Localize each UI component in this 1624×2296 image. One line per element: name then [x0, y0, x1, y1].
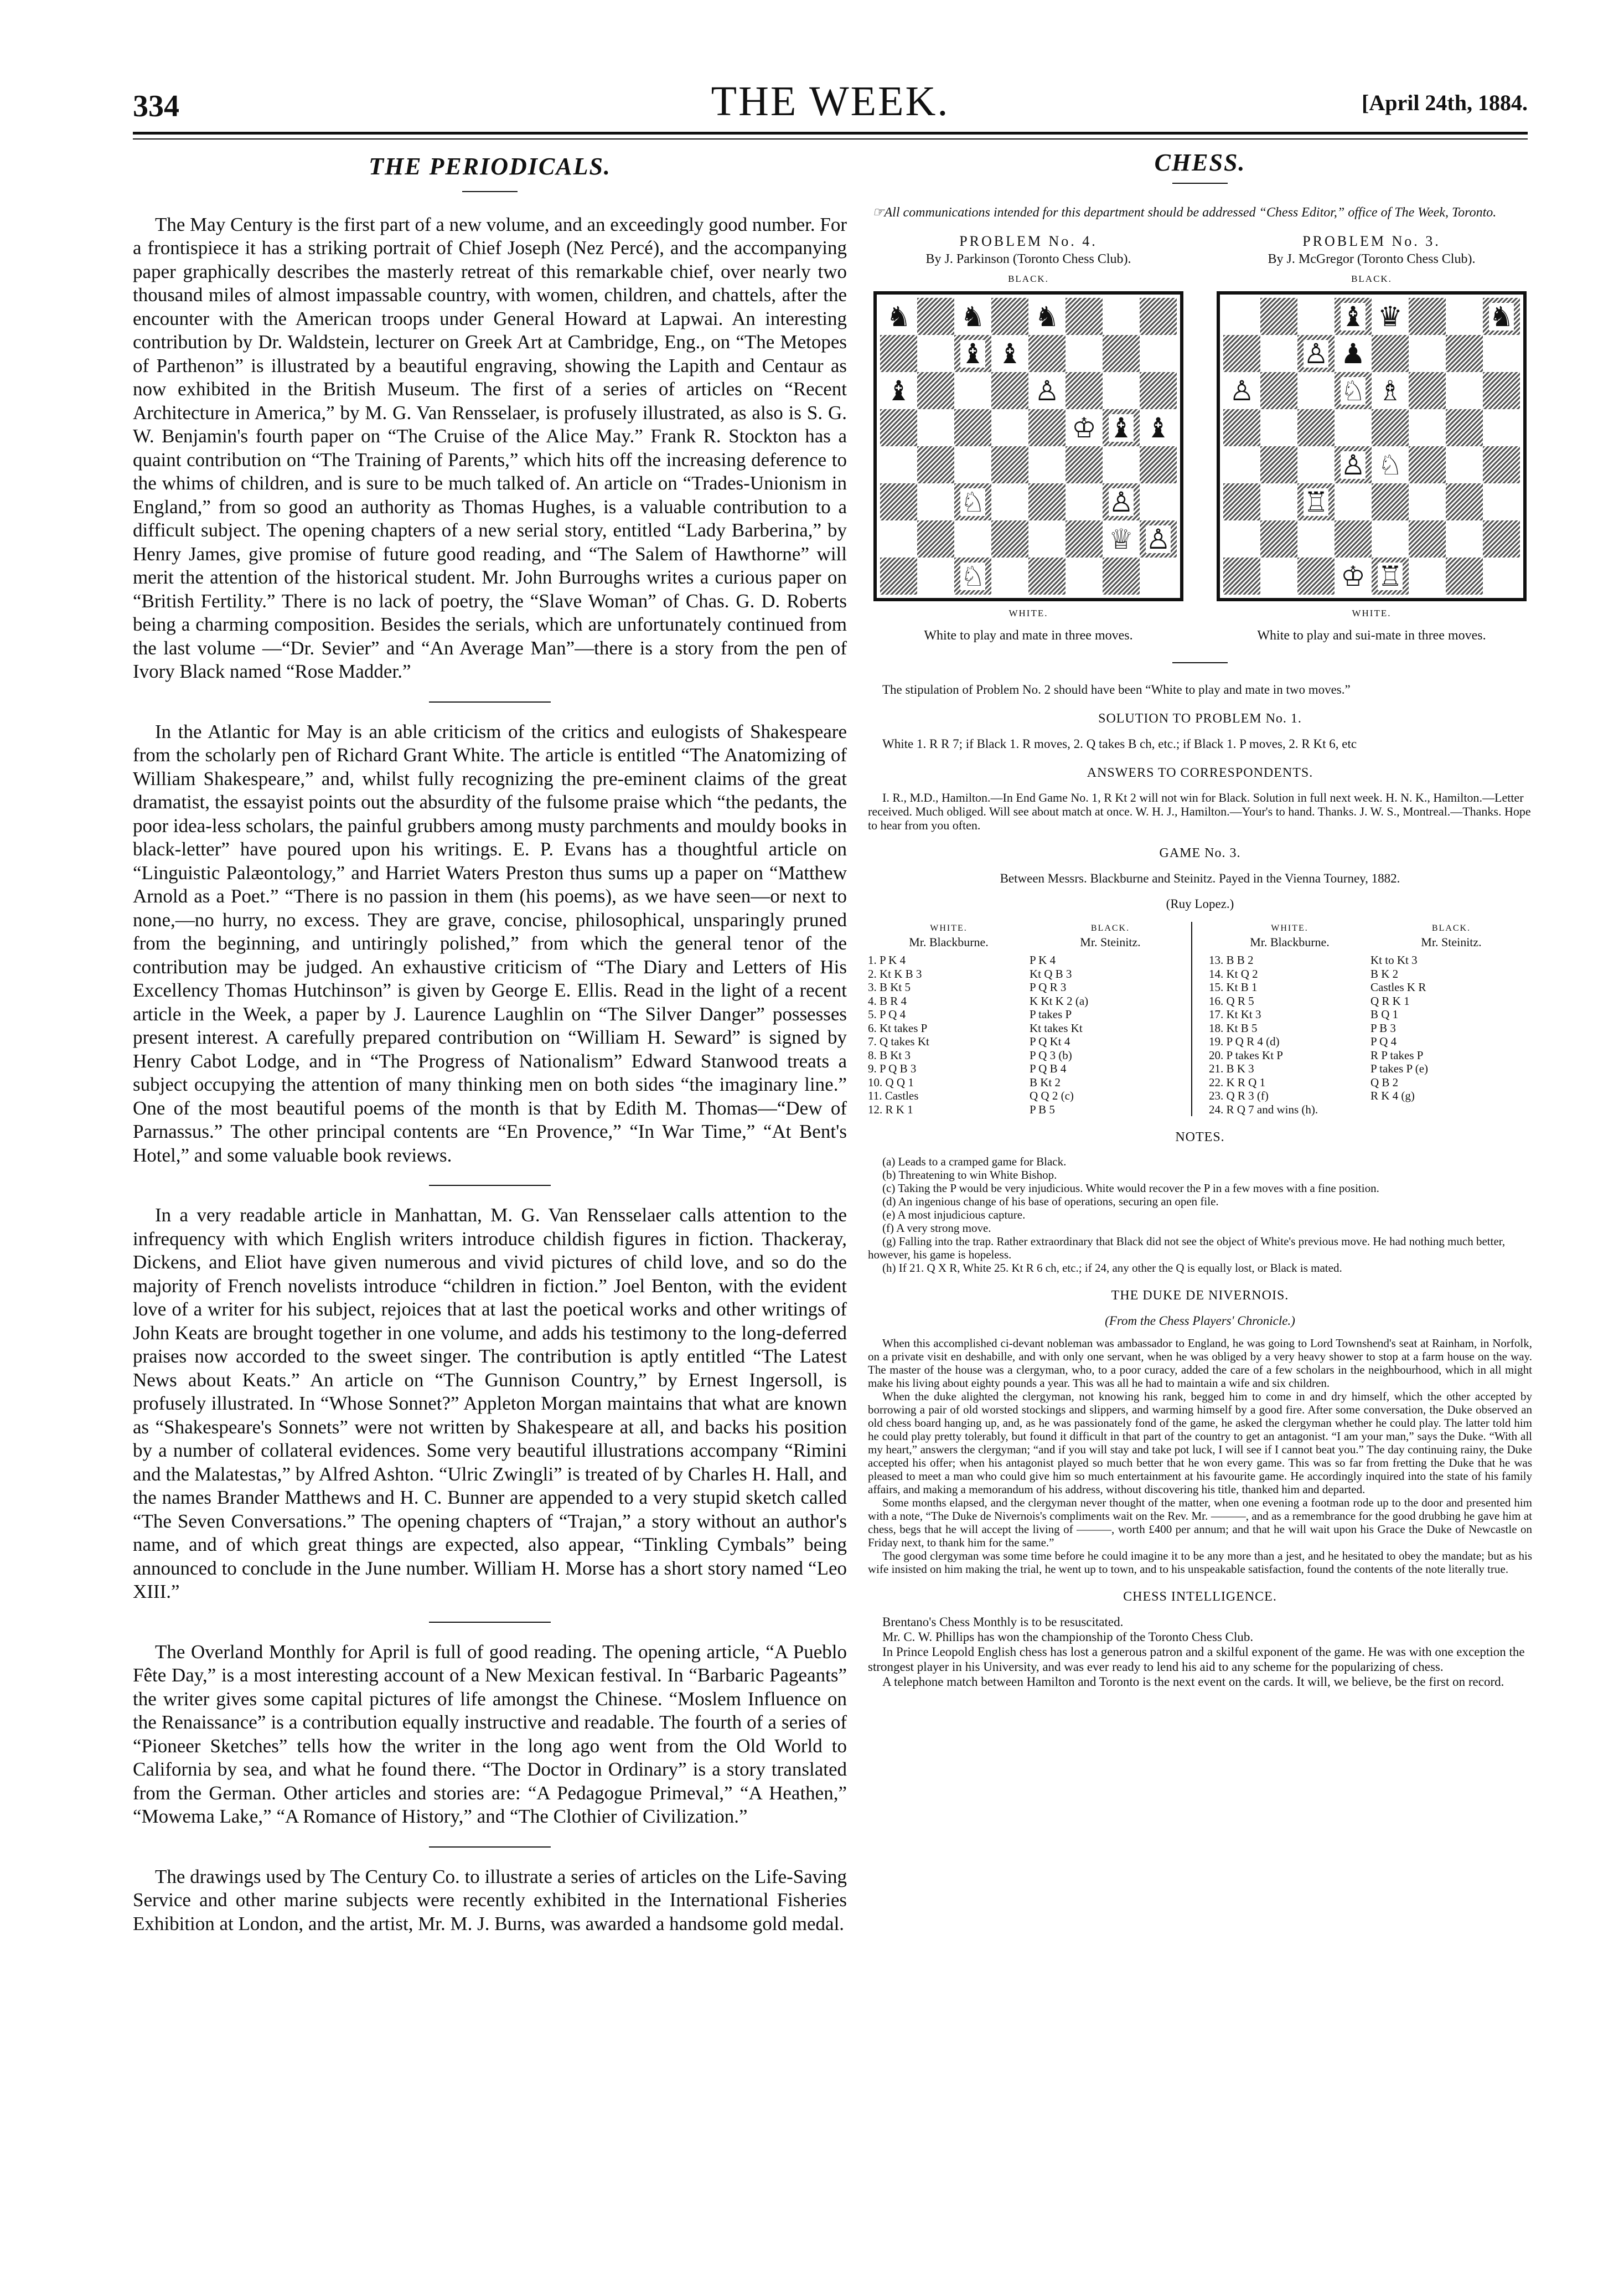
board-square: [1297, 483, 1335, 520]
chess-piece-icon: ♝: [997, 337, 1022, 370]
board-square: [1483, 483, 1520, 520]
board-square: [1260, 558, 1297, 595]
section-title: CHESS.: [1154, 149, 1246, 176]
chess-piece-icon: ♗: [1378, 374, 1403, 407]
board-square: [1066, 372, 1103, 409]
problem-caption: White to play and sui-mate in three moves.: [1257, 628, 1486, 643]
board-square: [1446, 372, 1483, 409]
board-square: [1028, 409, 1066, 446]
chess-piece-icon: ♝: [886, 374, 911, 407]
move: 13. B B 2: [1209, 953, 1254, 967]
move: P K 4: [1030, 953, 1056, 967]
board-square: [1335, 446, 1372, 483]
move: P Q Kt 4: [1030, 1035, 1070, 1048]
board-square: [917, 409, 954, 446]
move: 18. Kt B 5: [1209, 1021, 1258, 1035]
board-square: [1372, 558, 1409, 595]
move: 6. Kt takes P: [868, 1021, 928, 1035]
board-square: [1066, 558, 1103, 595]
board-square: [1260, 409, 1297, 446]
header-rule-thin: [133, 138, 1528, 140]
board-square: [1372, 520, 1409, 558]
move: 4. B R 4: [868, 994, 907, 1008]
board-square: [1028, 335, 1066, 372]
board-square: [954, 335, 991, 372]
chess-piece-icon: ♔: [1341, 560, 1366, 592]
chess-piece-icon: ♟: [1341, 337, 1366, 370]
board-square: [1483, 372, 1520, 409]
board-square: [1372, 446, 1409, 483]
board-square: [1335, 298, 1372, 335]
board-square: [1409, 558, 1446, 595]
board-square: [1223, 298, 1260, 335]
move: B Kt 2: [1030, 1075, 1061, 1089]
board-square: [880, 372, 917, 409]
board-square: [1140, 298, 1177, 335]
chess-board: [873, 291, 1183, 601]
board-square: [1483, 409, 1520, 446]
chess-piece-icon: ♙: [1341, 448, 1366, 481]
move: P B 3: [1370, 1021, 1396, 1035]
problem-author: By J. McGregor (Toronto Chess Club).: [1268, 252, 1476, 266]
board-square: [1372, 335, 1409, 372]
intel-item: Brentano's Chess Monthly is to be resuscitated.: [882, 1615, 1124, 1629]
board-square: [1335, 335, 1372, 372]
move: P Q B 4: [1030, 1062, 1067, 1075]
notes-list: [868, 1155, 1532, 1275]
move: 17. Kt Kt 3: [1209, 1008, 1261, 1021]
board-square: [1446, 335, 1483, 372]
board-square: [1446, 446, 1483, 483]
board-square: [1103, 446, 1140, 483]
article-century-co: The drawings used by The Century Co. to illustrate a series of articles on the Life-Saving Service and other marine subjects were recently exhibited in the International Fisheries Exhibition at London, and the artist, Mr. M. J. Burns, was awarded a handsome gold medal.: [133, 1865, 847, 1934]
move: 3. B Kt 5: [868, 981, 911, 994]
move: 7. Q takes Kt: [868, 1035, 929, 1048]
move: Q Q 2 (c): [1030, 1089, 1074, 1102]
chess-piece-icon: ♙: [1229, 374, 1254, 407]
board-square: [1483, 520, 1520, 558]
board-square: [880, 520, 917, 558]
problem-author: By J. Parkinson (Toronto Chess Club).: [925, 252, 1131, 266]
move: R K 4 (g): [1370, 1089, 1415, 1102]
chess-piece-icon: ♛: [1378, 300, 1403, 333]
note-item: (f) A very strong move.: [882, 1221, 991, 1235]
board-square: [1223, 372, 1260, 409]
board-square: [1409, 446, 1446, 483]
board-square: [880, 483, 917, 520]
move: Castles K R: [1370, 981, 1426, 994]
board-square: [1446, 409, 1483, 446]
move: 1. P K 4: [868, 953, 906, 967]
problem-caption: White to play and mate in three moves.: [924, 628, 1133, 643]
move: 11. Castles: [868, 1089, 919, 1102]
chess-intelligence: [868, 1614, 1532, 1689]
board-square: [917, 483, 954, 520]
player-name: Mr. Steinitz.: [1421, 935, 1482, 949]
chess-piece-icon: ♖: [1378, 560, 1403, 592]
move: 20. P takes Kt P: [1209, 1048, 1283, 1062]
page-header: [133, 78, 1528, 127]
board-square: [1446, 298, 1483, 335]
board-square: [917, 372, 954, 409]
board-square: [1223, 446, 1260, 483]
black-label: BLACK.: [1008, 274, 1049, 284]
header-rule: [133, 132, 1528, 135]
chess-piece-icon: ♞: [1489, 300, 1514, 333]
note-item: (c) Taking the P would be very injudicious. White would recover the P in a few moves with a fine position.: [882, 1181, 1379, 1195]
board-square: [954, 483, 991, 520]
player-name: Mr. Blackburne.: [1250, 935, 1330, 949]
chess-piece-icon: ♝: [1109, 411, 1134, 444]
board-square: [1260, 520, 1297, 558]
board-square: [1028, 372, 1066, 409]
board-square: [1409, 483, 1446, 520]
move: K Kt K 2 (a): [1030, 994, 1089, 1008]
divider: [429, 701, 551, 703]
problems: [868, 234, 1532, 643]
board-square: [1483, 558, 1520, 595]
board-square: [1297, 558, 1335, 595]
move-list: [1209, 953, 1370, 1116]
board-square: [1409, 372, 1446, 409]
board-square: [1260, 483, 1297, 520]
board-square: [1140, 483, 1177, 520]
board-square: [1372, 409, 1409, 446]
move: 23. Q R 3 (f): [1209, 1089, 1269, 1102]
board-square: [1066, 483, 1103, 520]
board-square: [917, 520, 954, 558]
board-square: [1260, 335, 1297, 372]
board-square: [880, 446, 917, 483]
board-square: [1103, 372, 1140, 409]
chess-piece-icon: ♝: [1341, 300, 1366, 333]
intel-item: In Prince Leopold English chess has lost a generous patron and a skilful exponent of the game. He was with one exception the strongest player in his University, and was ever ready to lend his aid to any scheme for the popularizing of chess.: [868, 1645, 1525, 1674]
board-square: [991, 520, 1028, 558]
section-title: THE PERIODICALS.: [369, 153, 611, 180]
chess-piece-icon: ♘: [1378, 448, 1403, 481]
board-square: [1140, 335, 1177, 372]
masthead: THE WEEK.: [711, 78, 950, 125]
duke-paragraph: Some months elapsed, and the clergyman never thought of the matter, when one evening a footman rode up to the door and presented him with a note, “The Duke de Nivernois's compliments wait on the Rev. Mr. ———, and as a remembrance for the good drubbing he gave him at chess, begs that he will accept the living of ———, worth £400 per annum; and that he will wait upon his Grace the Duke of Newcastle on Friday next, to thank him for the same.”: [868, 1496, 1532, 1549]
move: [1370, 1103, 1532, 1117]
periodicals-column: [133, 155, 847, 1936]
board-square: [1103, 335, 1140, 372]
move-list: [1370, 953, 1532, 1116]
board-square: [1297, 372, 1335, 409]
board-square: [1483, 298, 1520, 335]
board-square: [1335, 558, 1372, 595]
board-square: [1260, 372, 1297, 409]
divider: [1172, 183, 1228, 184]
board-square: [1223, 483, 1260, 520]
intel-item: A telephone match between Hamilton and Toronto is the next event on the cards. It will, we believe, be the first on record.: [882, 1675, 1504, 1689]
move: P B 5: [1030, 1102, 1055, 1116]
board-square: [991, 298, 1028, 335]
moves-col-black-1: [1030, 922, 1191, 1116]
chess-piece-icon: ♖: [1304, 486, 1328, 518]
move: 2. Kt K B 3: [868, 967, 922, 981]
board-square: [1028, 558, 1066, 595]
move: 16. Q R 5: [1209, 994, 1254, 1008]
board-square: [1028, 520, 1066, 558]
board-square: [1223, 520, 1260, 558]
board-square: [1297, 335, 1335, 372]
board-square: [1483, 446, 1520, 483]
board-square: [1140, 446, 1177, 483]
board-square: [1409, 409, 1446, 446]
move: 9. P Q B 3: [868, 1062, 917, 1075]
move: P Q 4: [1370, 1035, 1397, 1048]
move: Q B 2: [1370, 1075, 1399, 1089]
col-header: BLACK.: [1090, 923, 1130, 933]
game-opening: (Ruy Lopez.): [1166, 897, 1234, 911]
article-century: The May Century is the first part of a new volume, and an exceedingly good number. For a frontispiece it has a striking portrait of Chief Joseph (Nez Percé), and the accompanying paper graphically describes the masterly retreat of this remarkable chief, over nearly two thousand miles of almost impassable country, with women, children, and chattels, after the encounter with the American troops under General Howard at Lapwai. An interesting contribution by Dr. Waldstein, lecturer on Greek Art at Cambridge, Eng., on “The Metopes of Parthenon” is illustrated by a beautiful engraving, showing the Lapith and Centaur as now exhibited in the British Museum. The first of a series of articles on “Recent Architecture in America,” by M. G. Van Rensselaer, is profusely illustrated, as also is S. G. W. Benjamin's fourth paper on “The Cruise of the Alice May.” Frank R. Stockton has a quaint contribution on “The Training of Parents,” which hits off the increasing deference to the whims of children, and is sure to be much talked of. An article on “Trades-Unionism in England,” from so good an authority as Thomas Hughes, is a valuable contribution to a difficult subject. The opening chapters of a new serial story, entitled “Lady Barberina,” by Henry James, give promise of future good reading, and “The Salem of Hawthorne” will merit the attention of the historical student. Mr. John Burroughs writes a curious paper on “British Fertility.” There is no lack of poetry, the “Slave Woman” of Chas. G. D. Roberts being a charming composition. Besides the serials, which are unfortunately continued from the last volume —“Dr. Sevier” and “An Average Man”—there is a story from the pen of Ivory Black named “Rose Madder.”: [133, 213, 847, 682]
divider: [462, 191, 518, 192]
board-square: [1297, 409, 1335, 446]
board-square: [1297, 520, 1335, 558]
move: 22. K R Q 1: [1209, 1075, 1266, 1089]
move: R P takes P: [1370, 1048, 1424, 1062]
board-square: [1140, 558, 1177, 595]
board-square: [917, 558, 954, 595]
duke-heading: THE DUKE DE NIVERNOIS.: [1111, 1288, 1289, 1303]
board-square: [991, 483, 1028, 520]
board-square: [1066, 409, 1103, 446]
board-square: [1223, 335, 1260, 372]
divider: [429, 1185, 551, 1186]
chess-piece-icon: ♞: [960, 300, 985, 333]
board-square: [1066, 446, 1103, 483]
solution-text: White 1. R R 7; if Black 1. R moves, 2. Q takes B ch, etc.; if Black 1. P moves, 2. R Kt 6, etc: [882, 737, 1357, 751]
move: Q R K 1: [1370, 994, 1410, 1008]
game-between: Between Messrs. Blackburne and Steinitz. Payed in the Vienna Tourney, 1882.: [1000, 871, 1400, 885]
board-square: [917, 298, 954, 335]
move: 19. P Q R 4 (d): [1209, 1035, 1280, 1048]
board-square: [1066, 520, 1103, 558]
board-square: [1223, 558, 1260, 595]
board-square: [917, 335, 954, 372]
editor-notice: ☞All communications intended for this department should be addressed “Chess Editor,” office of The Week, Toronto.: [872, 205, 1497, 220]
board-square: [1409, 298, 1446, 335]
stipulation-note: The stipulation of Problem No. 2 should have been “White to play and mate in two moves.”: [882, 683, 1351, 696]
board-square: [991, 409, 1028, 446]
board-square: [1372, 372, 1409, 409]
note-item: (a) Leads to a cramped game for Black.: [882, 1155, 1067, 1168]
col-header: BLACK.: [1431, 923, 1471, 933]
chess-piece-icon: ♙: [1304, 337, 1328, 370]
game-moves-table: [868, 922, 1532, 1116]
move: P Q R 3: [1030, 981, 1067, 994]
note-item: (b) Threatening to win White Bishop.: [882, 1168, 1057, 1181]
board-square: [1335, 483, 1372, 520]
move: Kt takes Kt: [1030, 1021, 1083, 1035]
chess-piece-icon: ♞: [1035, 300, 1059, 333]
move-list: [868, 953, 1030, 1116]
board-square: [954, 298, 991, 335]
board-square: [1335, 372, 1372, 409]
problem-title: PROBLEM No. 3.: [1302, 233, 1441, 249]
board-square: [1140, 520, 1177, 558]
move: 15. Kt B 1: [1209, 981, 1258, 994]
board-square: [1335, 409, 1372, 446]
board-square: [1028, 483, 1066, 520]
move: 12. R K 1: [868, 1102, 913, 1116]
board-square: [1028, 446, 1066, 483]
article-overland: The Overland Monthly for April is full of good reading. The opening article, “A Pueblo Fête Day,” is a most interesting account of a New Mexican festival. In “Barbaric Pageants” the writer gives some capital pictures of life amongst the Chinese. “Moslem Influence on the Renaissance” is a contribution equally instructive and readable. The fourth of a series of “Pioneer Sketches” tells how the writer in the long ago went from the Old World to California by sea, and what he found there. “The Doctor in Ordinary” is a story translated from the German. Other articles and stories are: “A Pedagogue Primeval,” “A Heathen,” “Mowema Lake,” “A Romance of History,” and “The Clothier of Civilization.”: [133, 1640, 847, 1827]
board-square: [1297, 298, 1335, 335]
article-manhattan: In a very readable article in Manhattan, M. G. Van Rensselaer calls attention to the infrequency with which English writers introduce childish figures in fiction. Thackeray, Dickens, and Eliot have given numerous and vivid pictures of child love, and so do the majority of French novelists introduce “children in fiction.” Joel Benton, with the evident love of a writer for his subject, rejoices that at last the poetical works and other writings of John Keats are brought together in one volume, and adds his testimony to the long-deferred praises now accorded to the sweet singer. The contribution is aptly entitled “The Latest News about Keats.” An article on “The Gunnison Country,” by Ernest Ingersoll, is profusely illustrated. In “Whose Sonnet?” Appleton Morgan maintains that what are known as “Shakespeare's Sonnets” were not written by Shakespeare at all, and backs his position by a number of collateral evidences. Some very beautiful illustrations accompany “Rimini and the Malatestas,” by Alfred Ashton. “Ulric Zwingli” is treated of by Charles H. Hall, and the names Brander Matthews and H. C. Bunner are appended to a very stupid sketch called “The Seven Conversations.” The opening chapters of “Trajan,” a story without an author's name, and of which great things are expected, also appear, “Tinkling Cymbals” being announced to conclude in the June number. William H. Morse has a short story named “Leo XIII.”: [133, 1204, 847, 1602]
moves-col-white-2: [1209, 922, 1370, 1116]
board-square: [991, 446, 1028, 483]
board-square: [1260, 446, 1297, 483]
board-square: [1446, 520, 1483, 558]
board-square: [1223, 409, 1260, 446]
duke-paragraph: When the duke alighted the clergyman, not knowing his rank, begged him to come in and dry himself, which the other accepted by borrowing a pair of old worsted stockings and slippers, and warming himself by a good fire. After some conversation, the Duke observed an old chess board hanging up, and, as he was passionately fond of the game, he asked the clergyman whether he could play. The latter told him he could play pretty tolerably, but found it difficult in that part of the country to get an antagonist. “I am your man,” says the Duke. “With all my heart,” answers the clergyman; “and if you will stay and take pot luck, I will see if I cannot beat you.” The day continuing rainy, the Duke accepted his offer; when his antagonist played so much better that he won every game. This was so far from fretting the Duke that he was pleased to meet a man who could give him so much entertainment at his favourite game. He accordingly inquired into the state of his family affairs, and making a memorandum of his address, without discovering his title, thanked him and departed.: [868, 1390, 1532, 1496]
divider: [1172, 662, 1228, 663]
board-square: [1103, 483, 1140, 520]
board-square: [1409, 520, 1446, 558]
move: P takes P: [1030, 1008, 1072, 1021]
white-label: WHITE.: [1008, 608, 1048, 618]
article-atlantic: In the Atlantic for May is an able criticism of the critics and eulogists of Shakespeare from the scholarly pen of Richard Grant White. The article is entitled “The Anatomizing of William Shakespeare,” and, whilst fully recognizing the pre-eminent claims of the great dramatist, the essayist points out the absurdity of the fulsome praise which “the pedants, the poor idea-less scholars, the painful grubbers among musty parchments and mouldy books in black-letter” have poured upon his writings. E. P. Evans has a thoughtful article on “Linguistic Palæontology,” and Harriet Waters Preston thus sums up a paper on “Matthew Arnold as a Poet.” “There is no passion in them (his poems), as we have seen—or next to none,—no hurry, no excess. They are grave, concise, philosophical, unsparingly pruned from the beginning, and untiringly polished,” from which the general tenor of the contribution may be judged. An exhaustive criticism of “The Diary and Letters of His Excellency Thomas Hutchinson” is given by George E. Ellis. Read in the light of a recent article in the Week, a paper by J. Laurence Laughlin on “The Silver Danger” possesses present interest. A carefully prepared contribution on “William H. Seward” is signed by Henry Cabot Lodge, and in “The Progress of Nationalism” Edward Stanwood treats a subject occupying the attention of many thinking men on both sides “the imaginary line.” One of the most beautiful poems of the month is that by Edith M. Thomas—“Dew of Parnassus.” The other principal contents are “En Provence,” “In War Time,” “At Bent's Hotel,” and some valuable book reviews.: [133, 720, 847, 1166]
moves-col-black-2: [1370, 922, 1532, 1116]
move: 24. R Q 7 and wins (h).: [1209, 1102, 1318, 1116]
duke-story: [868, 1337, 1532, 1576]
chess-piece-icon: ♝: [960, 337, 985, 370]
move: 5. P Q 4: [868, 1008, 906, 1021]
board-square: [1103, 558, 1140, 595]
game-heading: GAME No. 3.: [1159, 846, 1241, 860]
black-label: BLACK.: [1351, 274, 1392, 284]
chess-piece-icon: ♝: [1146, 411, 1171, 444]
note-item: (e) A most injudicious capture.: [882, 1208, 1026, 1221]
board-square: [1335, 520, 1372, 558]
board-square: [917, 446, 954, 483]
note-item: (h) If 21. Q X R, White 25. Kt R 6 ch, etc.; if 24, any other the Q is equally lost, or Black is mated.: [882, 1261, 1342, 1275]
notes-heading: NOTES.: [1175, 1130, 1225, 1144]
page-number: 334: [133, 89, 179, 123]
board-square: [991, 558, 1028, 595]
move: B K 2: [1370, 967, 1399, 981]
solution-heading: SOLUTION TO PROBLEM No. 1.: [1098, 711, 1302, 726]
problem-3: [1211, 234, 1532, 643]
answers-text: I. R., M.D., Hamilton.—In End Game No. 1, R Kt 2 will not win for Black. Solution in full next week. H. N. K., Hamilton.—Letter received. Much obliged. Will see about match at once. W. H. J., Hamilton.—Your's to hand. Thanks. J. W. S., Montreal.—Thanks. Hope to hear from you often.: [868, 791, 1531, 832]
board-square: [991, 372, 1028, 409]
player-name: Mr. Steinitz.: [1080, 935, 1141, 949]
chess-piece-icon: ♙: [1146, 523, 1171, 555]
problem-title: PROBLEM No. 4.: [959, 233, 1098, 249]
move: 8. B Kt 3: [868, 1048, 911, 1062]
divider: [429, 1846, 551, 1848]
board-square: [880, 335, 917, 372]
moves-left: [868, 922, 1192, 1116]
duke-paragraph: When this accomplished ci-devant nobleman was ambassador to England, he was going to Lord Townshend's seat at Rainham, in Norfolk, on a private visit en deshabille, and with only one servant, when he was obliged by a very heavy shower to stop at a farm house on the way. The master of the house was a clergyman, who, to a poor curacy, added the care of a few scholars in the neighbourhood, which in all might make his living about eighty pounds a year. This was all he had to maintain a wife and six children.: [868, 1337, 1532, 1390]
moves-right: [1192, 922, 1532, 1116]
board-square: [1297, 446, 1335, 483]
move: P Q 3 (b): [1030, 1048, 1072, 1062]
board-square: [954, 409, 991, 446]
issue-date: [April 24th, 1884.: [1362, 90, 1528, 115]
move: Kt to Kt 3: [1370, 953, 1418, 967]
col-header: WHITE.: [1271, 923, 1308, 933]
col-header: WHITE.: [930, 923, 968, 933]
board-square: [880, 298, 917, 335]
chess-piece-icon: ♙: [1109, 486, 1134, 518]
note-item: (g) Falling into the trap. Rather extraordinary that Black did not see the object of White's previous move. He had nothing much better, however, his game is hopeless.: [868, 1235, 1506, 1261]
problem-4: [868, 234, 1189, 643]
board-square: [1260, 298, 1297, 335]
board-square: [954, 558, 991, 595]
chess-piece-icon: ♔: [1072, 411, 1097, 444]
move: B Q 1: [1370, 1008, 1399, 1021]
move: 10. Q Q 1: [868, 1075, 914, 1089]
duke-paragraph: The good clergyman was some time before he could imagine it to be any more than a jest, and he hesitated to obey the mandate; but as his wife insisted on him making the trial, he went up to town, and to his unspeakable satisfaction, found the contents of the note literally true.: [868, 1549, 1532, 1576]
board-square: [954, 372, 991, 409]
board-square: [1140, 372, 1177, 409]
note-item: (d) An ingenious change of his base of operations, securing an open file.: [882, 1195, 1219, 1208]
move: 21. B K 3: [1209, 1062, 1254, 1075]
intel-item: Mr. C. W. Phillips has won the championship of the Toronto Chess Club.: [882, 1630, 1254, 1644]
chess-column: [868, 149, 1532, 1689]
white-label: WHITE.: [1352, 608, 1392, 618]
answers-heading: ANSWERS TO CORRESPONDENTS.: [1087, 766, 1313, 780]
move: Kt Q B 3: [1030, 967, 1072, 981]
board-square: [1483, 335, 1520, 372]
board-square: [1372, 483, 1409, 520]
move: 14. Kt Q 2: [1209, 967, 1258, 981]
chess-piece-icon: ♘: [960, 486, 985, 518]
duke-source: (From the Chess Players' Chronicle.): [1105, 1314, 1295, 1328]
intel-heading: CHESS INTELLIGENCE.: [1123, 1590, 1277, 1604]
board-square: [1066, 298, 1103, 335]
board-square: [954, 520, 991, 558]
board-square: [954, 446, 991, 483]
board-square: [1140, 409, 1177, 446]
move-list: [1030, 953, 1191, 1116]
board-square: [1103, 409, 1140, 446]
chess-piece-icon: ♘: [1341, 374, 1366, 407]
board-square: [880, 558, 917, 595]
board-square: [991, 335, 1028, 372]
board-square: [1103, 298, 1140, 335]
player-name: Mr. Blackburne.: [909, 935, 989, 949]
board-square: [1446, 483, 1483, 520]
chess-piece-icon: ♙: [1035, 374, 1059, 407]
chess-piece-icon: ♞: [886, 300, 911, 333]
board-square: [1066, 335, 1103, 372]
chess-board: [1217, 291, 1527, 601]
board-square: [1446, 558, 1483, 595]
board-square: [1103, 520, 1140, 558]
chess-piece-icon: ♘: [960, 560, 985, 592]
board-square: [880, 409, 917, 446]
board-square: [1028, 298, 1066, 335]
move: P takes P (e): [1370, 1062, 1429, 1075]
moves-col-white-1: [868, 922, 1030, 1116]
board-square: [1372, 298, 1409, 335]
divider: [429, 1622, 551, 1623]
chess-piece-icon: ♕: [1109, 523, 1134, 555]
board-square: [1409, 335, 1446, 372]
